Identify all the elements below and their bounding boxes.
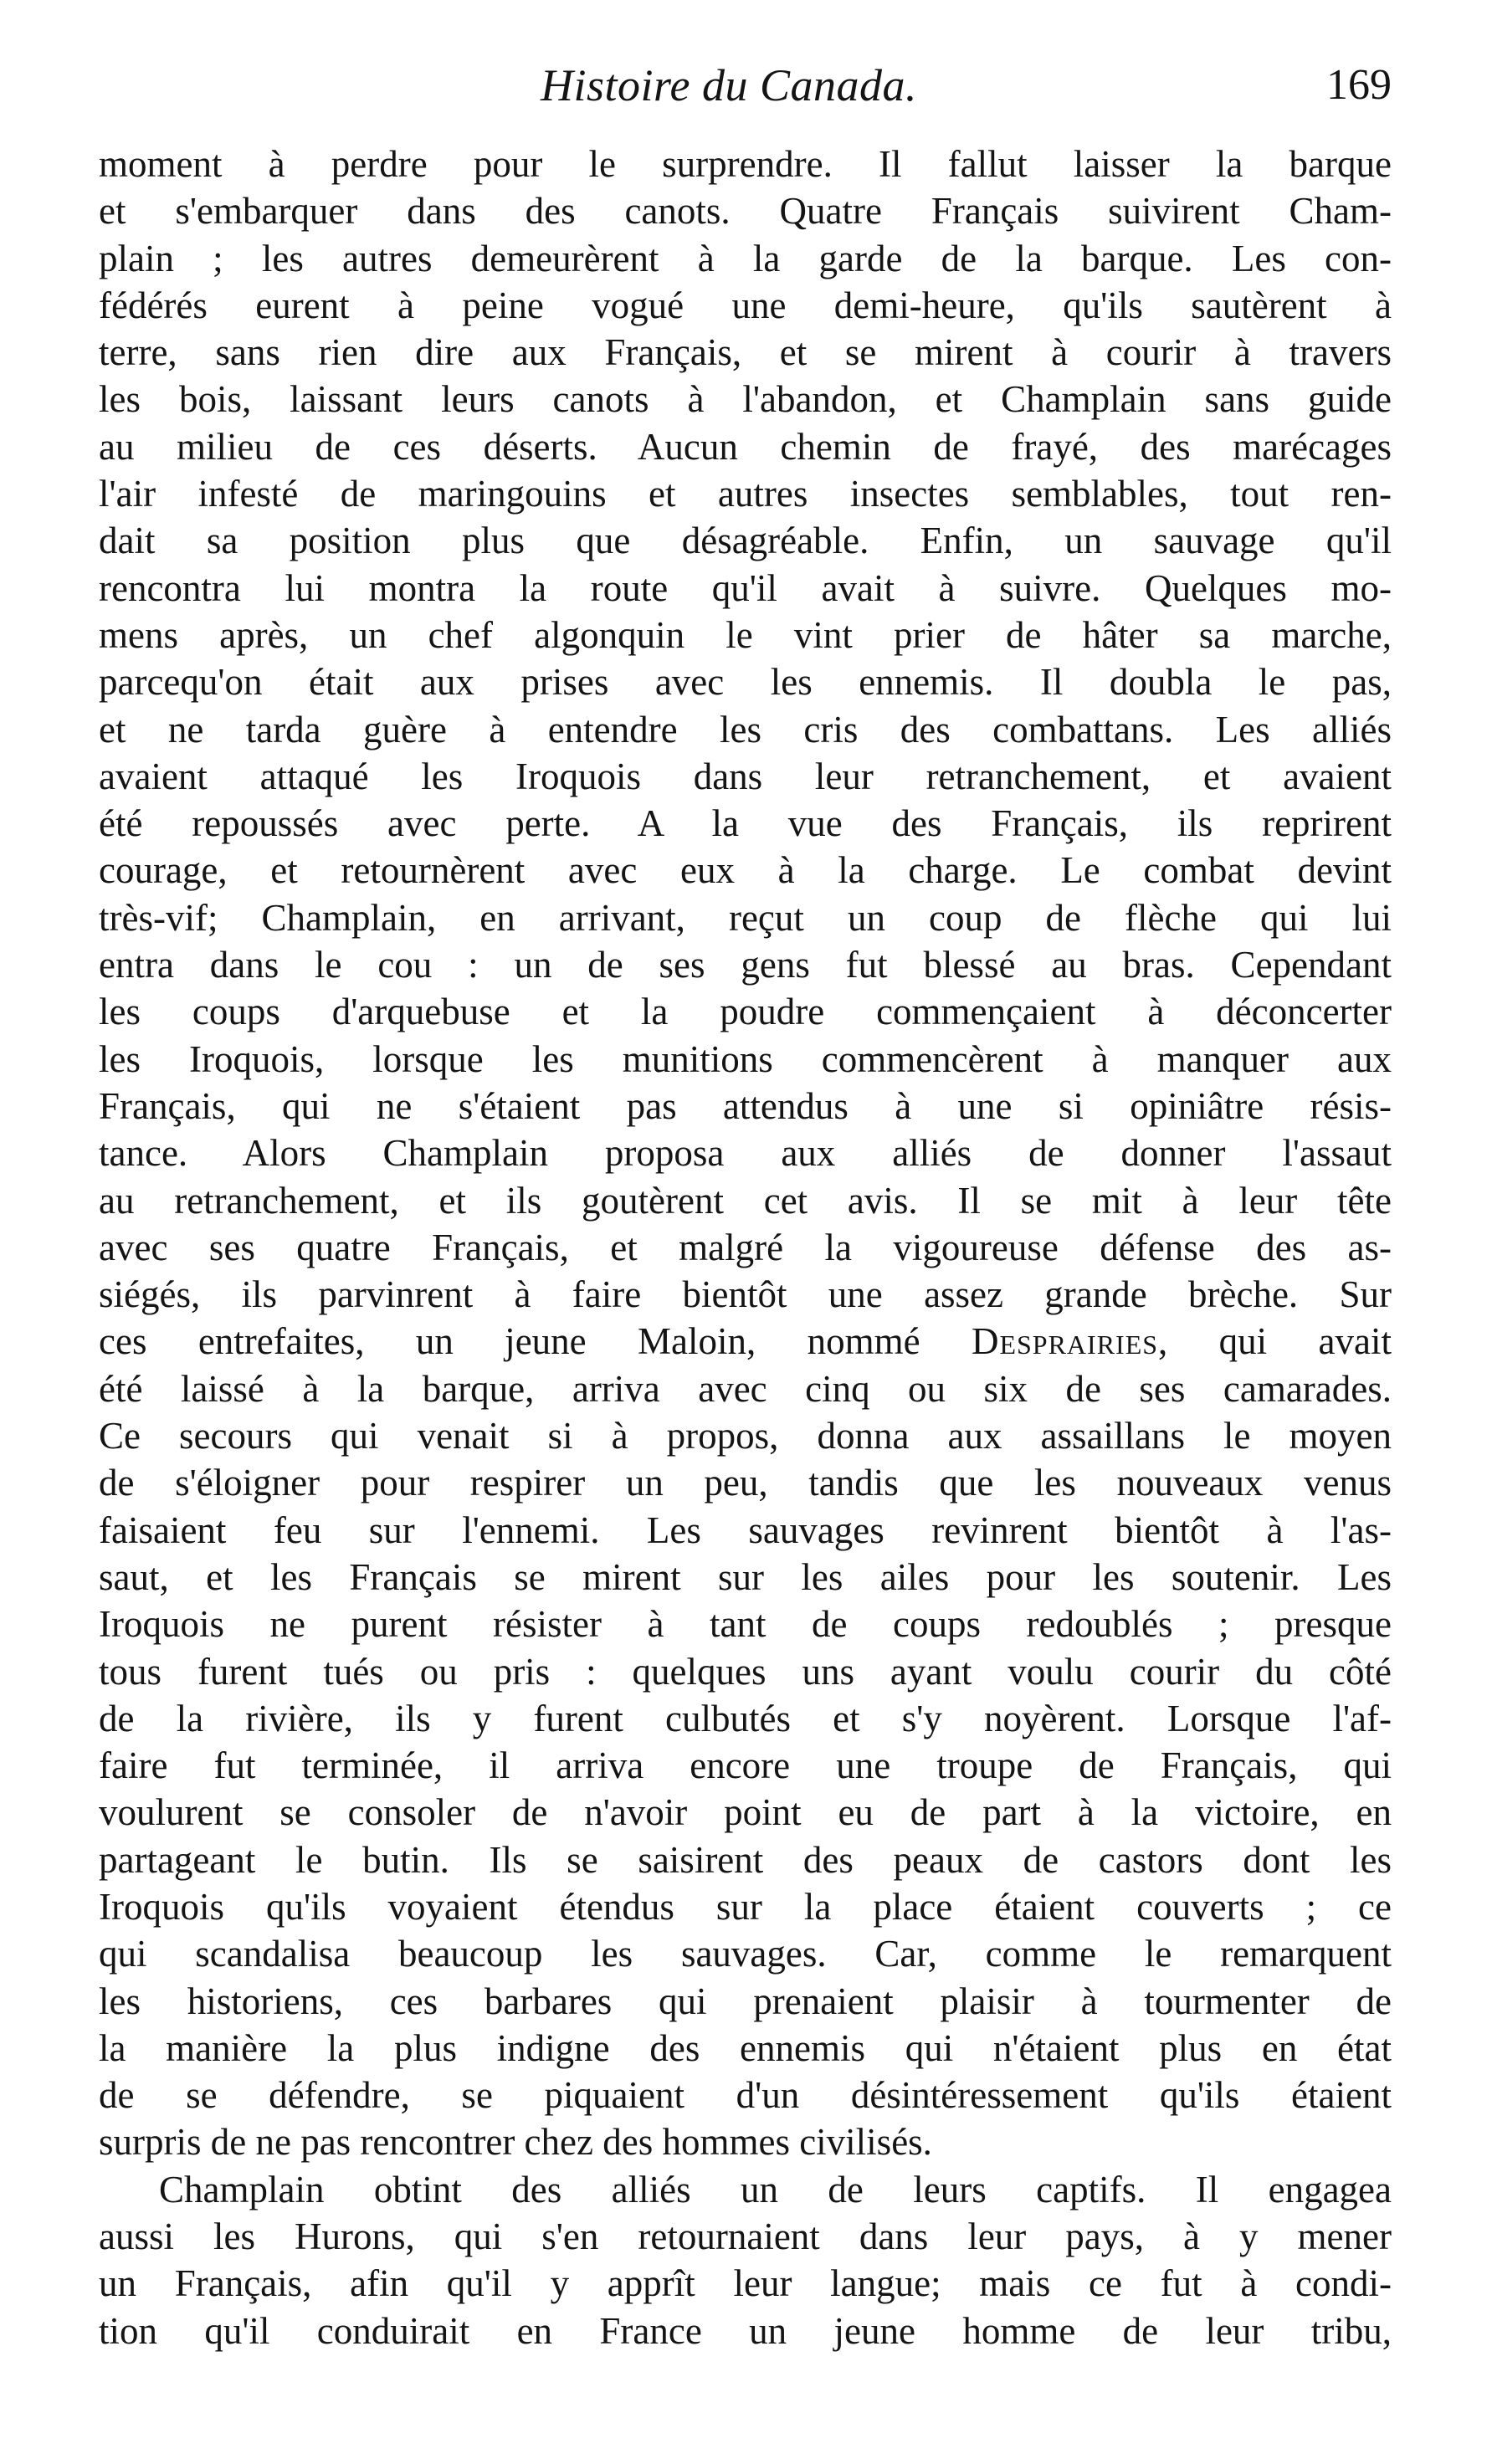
text-segment: courage, et retournèrent avec eux à la charge. Le combat devint — [99, 849, 1392, 892]
text-line — [99, 1601, 1392, 1647]
text-line — [99, 1978, 1392, 2025]
text-segment: de la rivière, ils y furent culbutés et s'y noyèrent. Lorsque l'af- — [99, 1697, 1392, 1739]
text-line — [99, 329, 1392, 376]
text-line — [99, 658, 1392, 705]
text-line — [99, 1177, 1392, 1224]
text-segment: Iroquois ne purent résister à tant de coups redoublés ; presque — [99, 1603, 1392, 1646]
text-line — [99, 1224, 1392, 1271]
text-segment: de s'éloigner pour respirer un peu, tandis que les nouveaux venus — [99, 1462, 1392, 1504]
text-line — [99, 1365, 1392, 1412]
text-line — [99, 1083, 1392, 1130]
text-segment: plain ; les autres demeurèrent à la garde de la barque. Les con- — [99, 237, 1392, 279]
text-segment: Ce secours qui venait si à propos, donna aux assaillans le moyen — [99, 1415, 1392, 1457]
text-segment: tous furent tués ou pris : quelques uns ayant voulu courir du côté — [99, 1650, 1392, 1693]
text-line — [99, 2025, 1392, 2072]
text-line — [99, 800, 1392, 847]
text-segment: les coups d'arquebuse et la poudre commençaient à déconcerter — [99, 991, 1392, 1033]
body-text — [99, 141, 1392, 2354]
text-line — [99, 517, 1392, 564]
text-segment: terre, sans rien dire aux Français, et se mirent à courir à travers — [99, 331, 1392, 374]
text-segment: été repoussés avec perte. A la vue des Français, ils reprirent — [99, 802, 1392, 845]
page-number: 169 — [1326, 61, 1392, 109]
text-line — [99, 1883, 1392, 1930]
text-segment: ces entrefaites, un jeune Maloin, nommé — [99, 1320, 972, 1363]
text-line — [99, 1130, 1392, 1176]
text-line — [99, 187, 1392, 234]
text-segment: faire fut terminée, il arriva encore une troupe de Français, qui — [99, 1744, 1392, 1787]
text-segment: parcequ'on était aux prises avec les ennemis. Il doubla le pas, — [99, 661, 1392, 704]
text-segment: surpris de ne pas rencontrer chez des hommes civilisés. — [99, 2121, 932, 2164]
text-segment: moment à perdre pour le surprendre. Il fallut laisser la barque — [99, 143, 1392, 185]
text-segment: un Français, afin qu'il y apprît leur langue; mais ce fut à condi- — [99, 2262, 1392, 2305]
text-line — [99, 847, 1392, 894]
text-segment: et s'embarquer dans des canots. Quatre Français suivirent Cham- — [99, 190, 1392, 233]
text-line — [99, 1036, 1392, 1083]
text-line — [99, 2072, 1392, 2118]
text-line — [99, 1412, 1392, 1459]
text-line — [99, 235, 1392, 282]
text-segment: l'air infesté de maringouins et autres insectes semblables, tout ren- — [99, 473, 1392, 515]
text-line — [99, 2308, 1392, 2354]
text-line — [99, 612, 1392, 658]
text-line — [99, 2213, 1392, 2260]
text-segment: les historiens, ces barbares qui prenaient plaisir à tourmenter de — [99, 1980, 1392, 2022]
running-title: Histoire du Canada. — [541, 60, 918, 110]
small-caps-name: Desprairies — [971, 1320, 1159, 1363]
text-segment: qui scandalisa beaucoup les sauvages. Car, comme le remarquent — [99, 1933, 1392, 1975]
text-segment: été laissé à la barque, arriva avec cinq ou six de ses camarades. — [99, 1367, 1392, 1410]
text-segment: dait sa position plus que désagréable. Enfin, un sauvage qu'il — [99, 520, 1392, 562]
text-line — [99, 423, 1392, 470]
text-line — [99, 1695, 1392, 1742]
text-line — [99, 1271, 1392, 1318]
text-line — [99, 988, 1392, 1035]
text-segment: avec ses quatre Français, et malgré la vigoureuse défense des as- — [99, 1226, 1392, 1268]
text-line — [99, 2260, 1392, 2307]
text-line — [99, 1318, 1392, 1365]
text-segment: mens après, un chef algonquin le vint prier de hâter sa marche, — [99, 613, 1392, 656]
text-segment: Iroquois qu'ils voyaient étendus sur la place étaient couverts ; ce — [99, 1885, 1392, 1928]
text-segment: saut, et les Français se mirent sur les ailes pour les soutenir. Les — [99, 1555, 1392, 1598]
text-segment: siégés, ils parvinrent à faire bientôt une assez grande brèche. Sur — [99, 1273, 1392, 1316]
text-segment: au milieu de ces déserts. Aucun chemin de frayé, des marécages — [99, 425, 1392, 468]
text-segment: très-vif; Champlain, en arrivant, reçut un coup de flèche qui lui — [99, 896, 1392, 939]
text-segment: avaient attaqué les Iroquois dans leur retranchement, et avaient — [99, 755, 1392, 797]
text-segment: la manière la plus indigne des ennemis qui n'étaient plus en état — [99, 2026, 1392, 2069]
text-line — [99, 470, 1392, 517]
text-line — [99, 565, 1392, 612]
text-line — [99, 282, 1392, 329]
text-line — [99, 1507, 1392, 1554]
text-segment: Champlain obtint des alliés un de leurs captifs. Il engagea — [159, 2168, 1392, 2210]
text-segment: entra dans le cou : un de ses gens fut blessé au bras. Cependant — [99, 944, 1392, 986]
text-segment: tance. Alors Champlain proposa aux alliés de donner l'assaut — [99, 1132, 1392, 1175]
text-segment: au retranchement, et ils goutèrent cet avis. Il se mit à leur tête — [99, 1179, 1392, 1222]
text-line — [99, 1554, 1392, 1601]
text-segment: aussi les Hurons, qui s'en retournaient dans leur pays, à y mener — [99, 2216, 1392, 2258]
text-segment: partageant le butin. Ils se saisirent des peaux de castors dont les — [99, 1838, 1392, 1881]
text-line — [99, 753, 1392, 800]
text-segment: voulurent se consoler de n'avoir point eu de part à la victoire, en — [99, 1791, 1392, 1834]
text-line — [99, 1930, 1392, 1977]
text-segment: de se défendre, se piquaient d'un désintéressement qu'ils étaient — [99, 2074, 1392, 2117]
text-segment: les Iroquois, lorsque les munitions commencèrent à manquer aux — [99, 1037, 1392, 1080]
text-segment: les bois, laissant leurs canots à l'abandon, et Champlain sans guide — [99, 378, 1392, 421]
text-line — [99, 894, 1392, 941]
text-segment: rencontra lui montra la route qu'il avait à suivre. Quelques mo- — [99, 566, 1392, 609]
text-line — [99, 941, 1392, 988]
text-segment: , qui avait — [1158, 1320, 1392, 1363]
text-line — [99, 2166, 1392, 2213]
text-line — [99, 2118, 1392, 2165]
text-line — [99, 1648, 1392, 1695]
text-segment: faisaient feu sur l'ennemi. Les sauvages revinrent bientôt à l'as- — [99, 1509, 1392, 1551]
text-segment: fédérés eurent à peine vogué une demi-heure, qu'ils sautèrent à — [99, 284, 1392, 326]
text-line — [99, 1789, 1392, 1836]
text-line — [99, 1836, 1392, 1883]
text-line — [99, 1742, 1392, 1789]
text-segment: et ne tarda guère à entendre les cris des combattans. Les alliés — [99, 708, 1392, 750]
text-segment: Français, qui ne s'étaient pas attendus à une si opiniâtre résis- — [99, 1084, 1392, 1127]
text-line — [99, 376, 1392, 423]
running-head — [99, 52, 1392, 119]
text-line — [99, 141, 1392, 187]
text-line — [99, 706, 1392, 753]
text-segment: tion qu'il conduirait en France un jeune homme de leur tribu, — [99, 2309, 1392, 2352]
text-line — [99, 1459, 1392, 1506]
